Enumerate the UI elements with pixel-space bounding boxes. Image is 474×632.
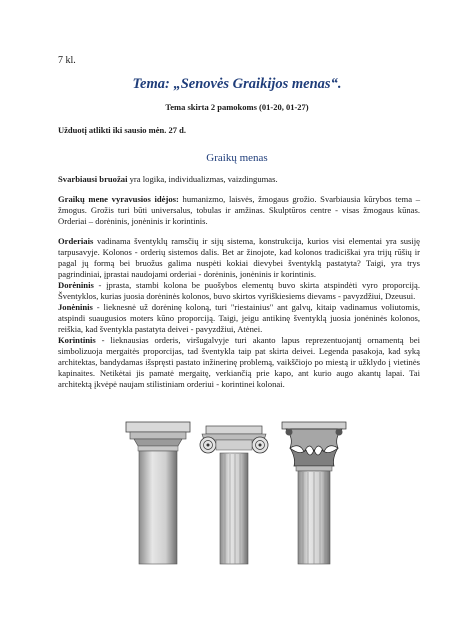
features-paragraph (58, 174, 420, 185)
corinthian-label: Korintinis (58, 335, 96, 345)
features-label: Svarbiausi bruožai (58, 174, 128, 184)
orders-label: Orderiais (58, 236, 94, 246)
orders-paragraph (58, 236, 420, 390)
ideas-label: Graikų mene vyravusios idėjos: (58, 194, 179, 204)
ionic-text: - lieknesnė už dorėninę koloną, turi "riestainius" ant galvų, kitaip vadinamus voliutomis, atspindi suaugusios moters kūno proporciją. Taigi, jeigu antikinę šventyklą juosia jonėninės kolonos, reiškia, kad šventykla pastatyta deivei - pavyzdžiui, Atėnei. (58, 302, 420, 334)
ionic-column (200, 426, 268, 564)
columns-image (124, 418, 350, 566)
due-date-note: Užduotį atlikti iki sausio mėn. 27 d. (58, 125, 186, 135)
ideas-paragraph (58, 194, 420, 227)
corinthian-column (282, 422, 346, 564)
ionic-label: Jonėninis (58, 302, 93, 312)
lessons-note: Tema skirta 2 pamokoms (01-20, 01-27) (165, 102, 309, 112)
corinthian-text: - lieknausias orderis, viršugalvyje turi akanto lapus reprezentuojantį ornamentą bei simbolizuoja mergaitės proporcijas, tad šventykla taip pat skirta deivei. Legenda pasakoja, kad syką architektas, bandydamas išspręsti pastato inžinerinę problemą, vaikščiojo po miestą ir užklydo į vietinės kapinaites. Netikėtai jis pamatė mergaitę, verkiančią prie kapo, ant kurio augo akantų lapai. Tai architektą įkvėpė naujam stilistiniam orderiui - korintinei kolonai. (58, 335, 420, 389)
section-title: Graikų menas (206, 152, 268, 164)
columns-illustration (124, 418, 350, 566)
page-title: Tema: „Senovės Graikijos menas“. (132, 76, 342, 92)
doric-text: - įprasta, stambi kolona be puošybos elementų buvo skirta atspindėti vyro proporciją. Šventyklos, kurias juosia dorėninės kolonos, buvo skirtos vyriškiesiems dievams - pavyzdžiui, Dzeusui. (58, 280, 420, 301)
ideas-text: humanizmo, laisvės, žmogaus grožio. Svarbiausia kūrybos tema – žmogus. Grožis turi būti universalus, tobulas ir amžinas. Skulptūros centre - visas žmogaus kūnas. Orderiai – dorėninis, jonėninis ir korintinis. (58, 194, 420, 226)
orders-text: vadinama šventyklų ramsčių ir sijų sistema, konstrukcija, kurios visi elementai yra susiję tarpusavyje. Kolonos - orderių sistemos dalis. Bet ar žinojote, kad kolonos tradiciškai yra trijų rūšių ir pagal jų formą bei bruožus galima nuspėti kokiai dievybei šventyklą pastatyta? Taigi, yra trys pagrindiniai, įprastai naudojami orderiai - dorėninis, jonėninis ir korintinis. (58, 236, 420, 279)
features-text: yra logika, individualizmas, vaizdingumas. (127, 174, 278, 184)
grade-label: 7 kl. (58, 55, 76, 66)
doric-column (126, 422, 190, 564)
doric-label: Dorėninis (58, 280, 94, 290)
